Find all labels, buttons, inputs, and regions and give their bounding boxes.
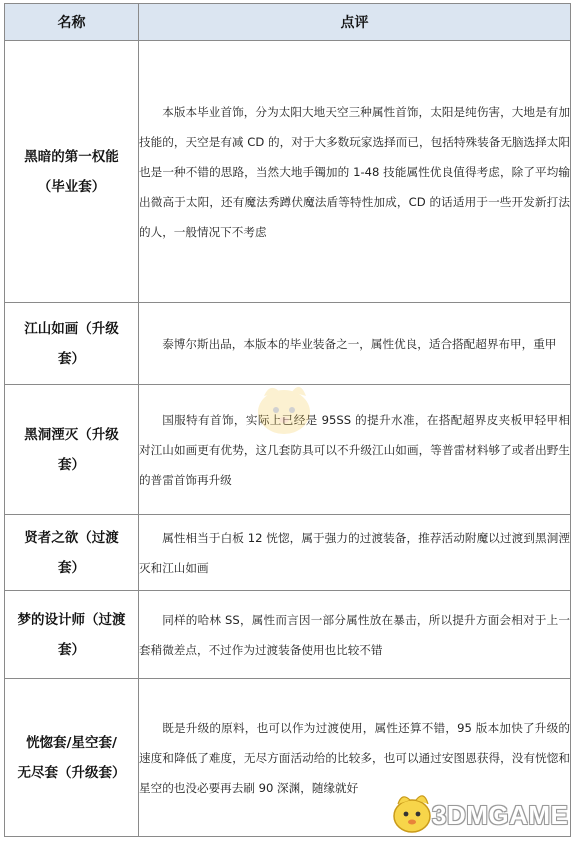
row-name-line: 套） (58, 350, 85, 367)
row-name-line: （毕业套） (37, 178, 106, 195)
row-name-line: 黑洞湮灭（升级 (24, 426, 119, 443)
row-name-cell (5, 515, 139, 591)
row-name-cell (5, 591, 139, 679)
row-name-line: 江山如画（升级 (24, 320, 119, 337)
table-row (5, 385, 571, 515)
row-name-line: 无尽套（升级套） (17, 764, 126, 781)
row-comment: 泰博尔斯出品，本版本的毕业装备之一，属性优良，适合搭配超界布甲，重甲 (139, 303, 571, 385)
row-name-cell (5, 679, 139, 837)
row-comment: 国服特有首饰，实际上已经是 95SS 的提升水准，在搭配超界皮夹板甲轻甲相对江山如画更有优势，这几套防具可以不升级江山如画，等普雷材料够了或者出野生的普雷首饰再升级 (139, 385, 571, 515)
row-name-line: 恍惚套/星空套/ (26, 734, 117, 751)
table-row (5, 591, 571, 679)
header-name: 名称 (5, 4, 139, 41)
row-comment: 同样的哈林 SS，属性而言因一部分属性放在暴击，所以提升方面会相对于上一套稍微差点，不过作为过渡装备使用也比较不错 (139, 591, 571, 679)
table-row (5, 41, 571, 303)
row-name-line: 套） (58, 559, 85, 576)
row-comment: 既是升级的原料，也可以作为过渡使用，属性还算不错，95 版本加快了升级的速度和降低了难度，无尽方面活动给的比较多，也可以通过安图恩获得，没有恍惚和星空的也没必要再去刷 90 深渊，随缘就好 (139, 679, 571, 837)
header-comment: 点评 (139, 4, 571, 41)
row-name-line: 贤者之欲（过渡 (24, 529, 119, 546)
row-name-line: 黑暗的第一权能 (24, 148, 119, 165)
header-row (5, 4, 571, 41)
row-name-line: 套） (58, 641, 85, 658)
logo-text: 3DMGAME (432, 800, 569, 830)
row-name-line: 套） (58, 456, 85, 473)
row-name-cell (5, 385, 139, 515)
table-row (5, 303, 571, 385)
row-comment: 属性相当于白板 12 恍惚，属于强力的过渡装备，推荐活动附魔以过渡到黑洞湮灭和江山如画 (139, 515, 571, 591)
row-comment: 本版本毕业首饰，分为太阳大地天空三种属性首饰，太阳是纯伤害，大地是有加技能的，天空是有减 CD 的，对于大多数玩家选择而已，包括特殊装备无脑选择太阳也是一种不错的思路，当然大地手镯加的 1-48 技能属性优良值得考虑，除了平均输出微高于太阳，还有魔法秀蹲伏魔法盾等特性加成，CD 的话适用于一些开发新打法的人，一般情况下不考虑 (139, 41, 571, 303)
table-row (5, 515, 571, 591)
equipment-review-table (4, 3, 571, 837)
row-name-line: 梦的设计师（过渡 (17, 611, 126, 628)
table-row (5, 679, 571, 837)
row-name-cell (5, 303, 139, 385)
row-name-cell (5, 41, 139, 303)
